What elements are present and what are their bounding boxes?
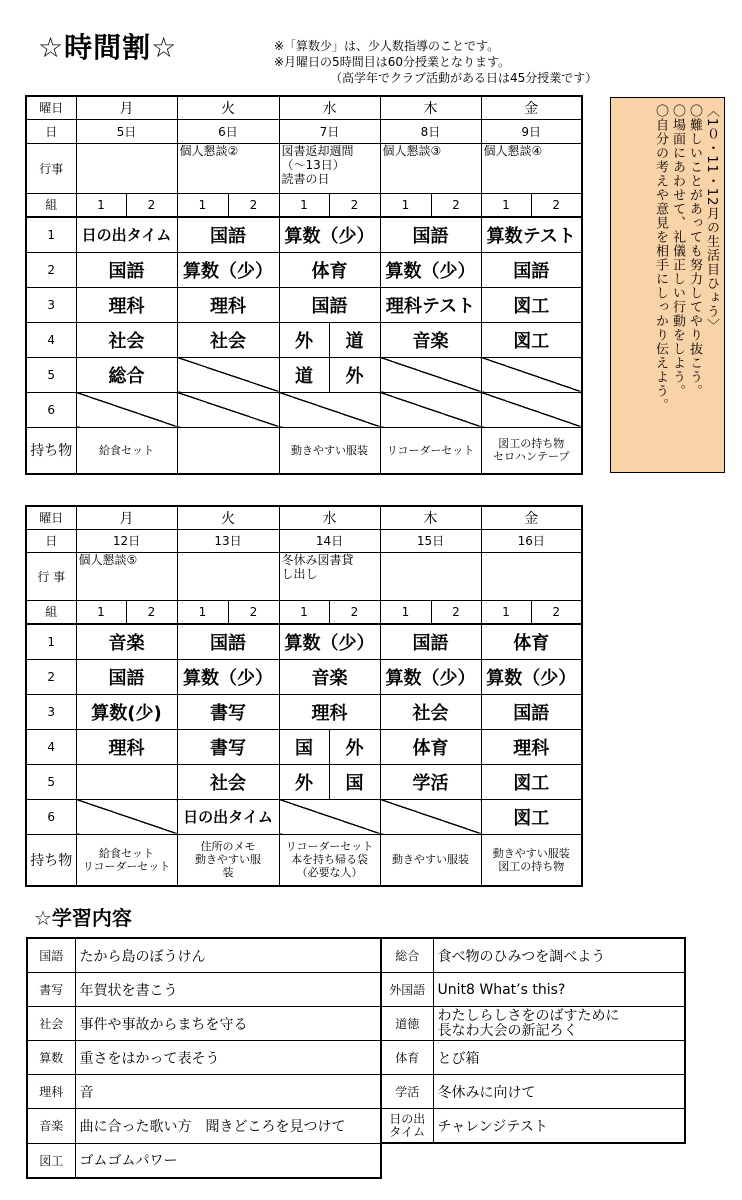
period-label: 5 [26, 357, 76, 392]
date-cell: 8日 [380, 119, 481, 143]
row-label-hi: 日 [26, 529, 76, 552]
subject-cell: 道 [279, 357, 329, 392]
study-subject: 道徳 [381, 1007, 433, 1041]
subject-cell: 理科 [76, 729, 177, 764]
study-subject: 日の出 タイム [381, 1109, 433, 1144]
day-header: 木 [380, 506, 481, 529]
subject-cell: 総合 [76, 357, 177, 392]
subject-cell: 算数（少） [380, 252, 481, 287]
subject-cell [76, 764, 177, 799]
class-number: 1 [177, 193, 228, 217]
class-number: 1 [76, 193, 126, 217]
subject-cell: 体育 [279, 252, 380, 287]
event-cell: 冬休み図書貸 し出し [279, 552, 380, 600]
study-subject: 音楽 [27, 1109, 75, 1144]
empty-slot [481, 357, 582, 392]
class-number: 1 [177, 600, 228, 624]
period-label: 6 [26, 392, 76, 427]
day-header: 金 [481, 96, 582, 119]
study-subject: 図工 [27, 1143, 75, 1178]
study-content: 冬休みに向けて [433, 1075, 685, 1109]
class-number: 1 [279, 600, 329, 624]
subject-cell: 日の出タイム [76, 217, 177, 252]
items-cell: 動きやすい服装 図工の持ち物 [481, 834, 582, 886]
study-content: ゴムゴムパワー [75, 1143, 381, 1178]
study-content: 年賀状を書こう [75, 973, 381, 1007]
life-goals-box [610, 97, 725, 473]
subject-cell: 社会 [76, 322, 177, 357]
row-label-mochimono: 持ち物 [26, 427, 76, 474]
period-label: 3 [26, 694, 76, 729]
date-cell: 9日 [481, 119, 582, 143]
day-header: 火 [177, 506, 279, 529]
period-label: 4 [26, 729, 76, 764]
study-content: Unit8 What’s this? [433, 973, 685, 1007]
subject-cell: 図工 [481, 322, 582, 357]
subject-cell: 理科 [76, 287, 177, 322]
subject-cell: 図工 [481, 764, 582, 799]
items-cell: 図工の持ち物 セロハンテープ [481, 427, 582, 474]
subject-cell: 国語 [76, 252, 177, 287]
subject-cell: 音楽 [76, 624, 177, 659]
event-cell: 個人懇談④ [481, 143, 582, 193]
subject-cell: 国語 [380, 217, 481, 252]
row-label-youbi: 曜日 [26, 96, 76, 119]
goal-heading: 〈1０・11・12月の生活目ひょう〉 [704, 104, 719, 333]
class-number: 2 [329, 600, 380, 624]
timetable-week2 [25, 505, 583, 887]
subject-cell: 日の出タイム [177, 799, 279, 834]
subject-cell: 理科 [481, 729, 582, 764]
subject-cell: 外 [329, 357, 380, 392]
subject-cell: 算数（少） [177, 659, 279, 694]
empty-slot [380, 799, 481, 834]
class-number: 1 [481, 193, 531, 217]
empty-slot [279, 392, 380, 427]
empty-slot [76, 799, 177, 834]
subject-cell: 理科テスト [380, 287, 481, 322]
subject-cell: 書写 [177, 694, 279, 729]
study-content: 食べ物のひみつを調べよう [433, 938, 685, 973]
blank-area [381, 1143, 685, 1178]
event-cell: 個人懇談② [177, 143, 279, 193]
event-cell [481, 552, 582, 600]
date-cell: 5日 [76, 119, 177, 143]
event-cell [380, 552, 481, 600]
study-subject: 国語 [27, 938, 75, 973]
study-content: チャレンジテスト [433, 1109, 685, 1144]
class-number: 1 [380, 193, 431, 217]
class-number: 1 [481, 600, 531, 624]
class-number: 2 [126, 600, 177, 624]
subject-cell: 国語 [76, 659, 177, 694]
subject-cell: 社会 [380, 694, 481, 729]
day-header: 月 [76, 506, 177, 529]
day-header: 木 [380, 96, 481, 119]
study-subject: 算数 [27, 1041, 75, 1075]
subject-cell: 国語 [177, 217, 279, 252]
class-number: 1 [380, 600, 431, 624]
subject-cell: 社会 [177, 322, 279, 357]
subject-cell: 外 [279, 764, 329, 799]
period-label: 6 [26, 799, 76, 834]
date-cell: 13日 [177, 529, 279, 552]
class-number: 2 [329, 193, 380, 217]
study-content: とび箱 [433, 1041, 685, 1075]
class-number: 2 [228, 600, 279, 624]
subject-cell: 算数(少) [76, 694, 177, 729]
goal-line: 〇難しいことがあっても努力してやり抜こう。 [687, 104, 702, 398]
period-label: 1 [26, 624, 76, 659]
event-cell: 個人懇談⑤ [76, 552, 177, 600]
row-label-hi: 日 [26, 119, 76, 143]
subject-cell: 国語 [481, 694, 582, 729]
date-cell: 14日 [279, 529, 380, 552]
study-subject: 外国語 [381, 973, 433, 1007]
empty-slot [279, 799, 380, 834]
row-label-kumi: 組 [26, 193, 76, 217]
class-number: 1 [279, 193, 329, 217]
event-cell [76, 143, 177, 193]
class-number: 2 [126, 193, 177, 217]
date-cell: 12日 [76, 529, 177, 552]
event-cell: 個人懇談③ [380, 143, 481, 193]
date-cell: 6日 [177, 119, 279, 143]
class-number: 2 [228, 193, 279, 217]
study-subject: 理科 [27, 1075, 75, 1109]
subject-cell: 学活 [380, 764, 481, 799]
timetable-week1 [25, 95, 583, 475]
period-label: 2 [26, 659, 76, 694]
subject-cell: 算数（少） [177, 252, 279, 287]
row-label-gyouji: 行 事 [26, 552, 76, 600]
day-header: 金 [481, 506, 582, 529]
note-line: ※「算数少」は、少人数指導のことです。 [274, 39, 500, 53]
date-cell: 16日 [481, 529, 582, 552]
subject-cell: 算数テスト [481, 217, 582, 252]
subject-cell: 体育 [481, 624, 582, 659]
subject-cell: 算数（少） [279, 624, 380, 659]
day-header: 水 [279, 96, 380, 119]
items-cell: リコーダーセット 本を持ち帰る袋 （必要な人） [279, 834, 380, 886]
class-number: 2 [531, 600, 582, 624]
items-cell: 住所のメモ 動きやすい服 装 [177, 834, 279, 886]
empty-slot [76, 392, 177, 427]
study-content: 重さをはかって表そう [75, 1041, 381, 1075]
items-cell: 動きやすい服装 [279, 427, 380, 474]
event-cell [177, 552, 279, 600]
row-label-mochimono: 持ち物 [26, 834, 76, 886]
class-number: 2 [431, 193, 481, 217]
study-content: わたしらしさをのばすために 長なわ大会の新記ろく [433, 1007, 685, 1041]
class-number: 1 [76, 600, 126, 624]
subject-cell: 国語 [177, 624, 279, 659]
day-header: 水 [279, 506, 380, 529]
subject-cell: 算数（少） [481, 659, 582, 694]
empty-slot [380, 357, 481, 392]
note-line: （高学年でクラブ活動がある日は45分授業です） [330, 71, 598, 85]
study-content: たから島のぼうけん [75, 938, 381, 973]
study-subject: 書写 [27, 973, 75, 1007]
subject-cell: 外 [329, 729, 380, 764]
class-number: 2 [531, 193, 582, 217]
items-cell [177, 427, 279, 474]
subject-cell: 外 [279, 322, 329, 357]
day-header: 月 [76, 96, 177, 119]
goal-line: 〇自分の考えや意見を相手にしっかり伝えよう。 [653, 104, 668, 412]
subject-cell: 国語 [279, 287, 380, 322]
empty-slot [177, 357, 279, 392]
subject-cell: 国 [329, 764, 380, 799]
notes [274, 38, 597, 86]
period-label: 4 [26, 322, 76, 357]
subject-cell: 社会 [177, 764, 279, 799]
subject-cell: 国 [279, 729, 329, 764]
subject-cell: 理科 [177, 287, 279, 322]
study-content: 事件や事故からまちを守る [75, 1007, 381, 1041]
items-cell: 給食セット [76, 427, 177, 474]
date-cell: 15日 [380, 529, 481, 552]
subject-cell: 書写 [177, 729, 279, 764]
period-label: 1 [26, 217, 76, 252]
study-content: 音 [75, 1075, 381, 1109]
subject-cell: 音楽 [380, 322, 481, 357]
study-subject: 総合 [381, 938, 433, 973]
row-label-gyouji: 行事 [26, 143, 76, 193]
study-subject: 学活 [381, 1075, 433, 1109]
subject-cell: 理科 [279, 694, 380, 729]
items-cell: リコーダーセット [380, 427, 481, 474]
row-label-youbi: 曜日 [26, 506, 76, 529]
subject-cell: 算数（少） [279, 217, 380, 252]
class-number: 2 [431, 600, 481, 624]
period-label: 5 [26, 764, 76, 799]
subject-cell: 算数（少） [380, 659, 481, 694]
items-cell: 給食セット リコーダーセット [76, 834, 177, 886]
study-content: 曲に合った歌い方 聞きどころを見つけて [75, 1109, 381, 1144]
study-subject: 社会 [27, 1007, 75, 1041]
event-cell: 図書返却週間 （～13日） 読書の日 [279, 143, 380, 193]
study-subject: 体育 [381, 1041, 433, 1075]
goal-line: 〇場面にあわせて、礼儀正しい行動をしよう。 [670, 104, 685, 398]
subject-cell: 国語 [380, 624, 481, 659]
subject-cell: 図工 [481, 799, 582, 834]
items-cell: 動きやすい服装 [380, 834, 481, 886]
study-content-table [26, 937, 686, 1179]
subject-cell: 図工 [481, 287, 582, 322]
empty-slot [481, 392, 582, 427]
subject-cell: 国語 [481, 252, 582, 287]
note-line: ※月曜日の5時間目は60分授業となります。 [274, 55, 511, 69]
page-title: ☆時間割☆ [38, 31, 178, 64]
subject-cell: 音楽 [279, 659, 380, 694]
empty-slot [177, 392, 279, 427]
date-cell: 7日 [279, 119, 380, 143]
period-label: 2 [26, 252, 76, 287]
period-label: 3 [26, 287, 76, 322]
subject-cell: 道 [329, 322, 380, 357]
day-header: 火 [177, 96, 279, 119]
row-label-kumi: 組 [26, 600, 76, 624]
subject-cell: 体育 [380, 729, 481, 764]
study-section-title: ☆学習内容 [34, 906, 132, 930]
empty-slot [380, 392, 481, 427]
